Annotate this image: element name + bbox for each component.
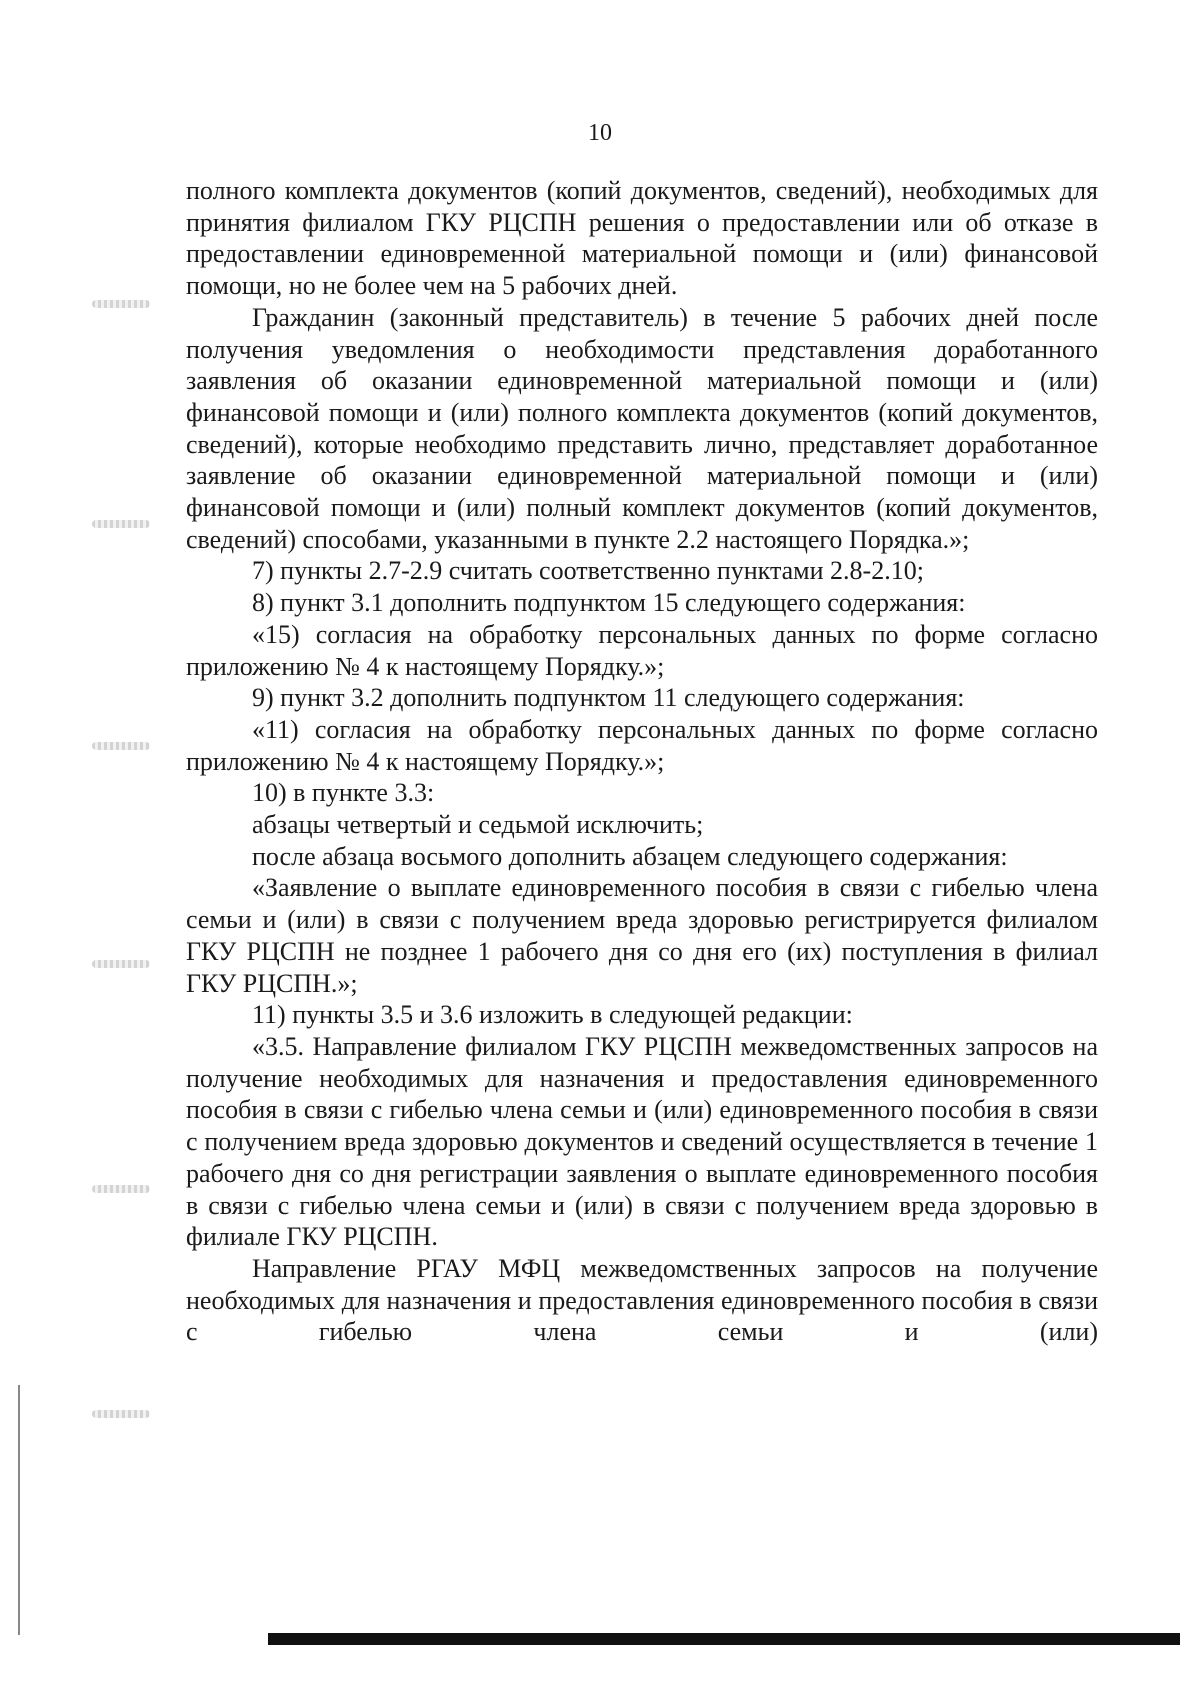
- scan-bottom-rule: [268, 1633, 1180, 1645]
- paragraph-registration: «Заявление о выплате единовременного пособия в связи с гибелью члена семьи и (или) в связи с получением вреда здоровью регистрируется филиалом ГКУ РЦСПН не позднее 1 рабочего дня со дня его (их) поступления в филиал ГКУ РЦСПН.»;: [186, 873, 1098, 998]
- paragraph-rgau-mfc: Направление РГАУ МФЦ межведомственных запросов на получение необходимых для назначения и предоставления единовременного пособия в связи с гибелью члена семьи и (или): [186, 1253, 1098, 1347]
- page-number: 10: [588, 120, 612, 146]
- scan-smudge: [92, 1185, 150, 1193]
- scan-smudge: [92, 960, 150, 968]
- scan-smudge: [92, 520, 150, 528]
- paragraph-subitem-11: «11) согласия на обработку персональных данных по форме согласно приложению № 4 к настоящему Порядку.»;: [186, 714, 1098, 776]
- document-body: [186, 175, 1098, 1348]
- scan-smudge: [92, 300, 150, 308]
- paragraph-item-10: 10) в пункте 3.3:: [252, 778, 435, 808]
- paragraph-continuation: полного комплекта документов (копий документов, сведений), необходимых для принятия филиалом ГКУ РЦСПН решения о предоставлении или об отказе в предоставлении единовременной материальной помощи и (или) финансовой помощи, но не более чем на 5 рабочих дней.: [186, 176, 1098, 301]
- paragraph-citizen-deadline: Гражданин (законный представитель) в течение 5 рабочих дней после получения уведомления о необходимости представления доработанного заявления об оказании единовременной материальной помощи и (или) финансовой помощи и (или) полного комплекта документов (копий документов, сведений), которые необходимо представить лично, представляет доработанное заявление об оказании единовременной материальной помощи и (или) финансовой помощи и (или) полный комплект документов (копий документов, сведений) способами, указанными в пункте 2.2 настоящего Порядка.»;: [186, 302, 1098, 554]
- scan-left-edge: [18, 1385, 20, 1635]
- paragraph-item-7: 7) пункты 2.7-2.9 считать соответственно пунктами 2.8-2.10;: [252, 556, 924, 586]
- scan-smudge: [92, 1410, 150, 1418]
- paragraph-subitem-15: «15) согласия на обработку персональных данных по форме согласно приложению № 4 к настоящему Порядку.»;: [186, 619, 1098, 681]
- paragraph-section-3-5: «3.5. Направление филиалом ГКУ РЦСПН межведомственных запросов на получение необходимых для назначения и предоставления единовременного пособия в связи с гибелью члена семьи и (или) единовременного пособия в связи с получением вреда здоровью документов и сведений осуществляется в течение 1 рабочего дня со дня регистрации заявления о выплате единовременного пособия в связи с гибелью члена семьи и (или) в связи с получением вреда здоровью в филиале ГКУ РЦСПН.: [186, 1031, 1098, 1252]
- paragraph-item-11: 11) пункты 3.5 и 3.6 изложить в следующей редакции:: [252, 1000, 853, 1030]
- paragraph-add-abzac: после абзаца восьмого дополнить абзацем следующего содержания:: [252, 841, 1008, 871]
- paragraph-item-8: 8) пункт 3.1 дополнить подпунктом 15 следующего содержания:: [252, 588, 966, 618]
- paragraph-delete-abzacy: абзацы четвертый и седьмой исключить;: [252, 810, 704, 840]
- scan-smudge: [92, 742, 150, 750]
- paragraph-item-9: 9) пункт 3.2 дополнить подпунктом 11 следующего содержания:: [252, 683, 965, 713]
